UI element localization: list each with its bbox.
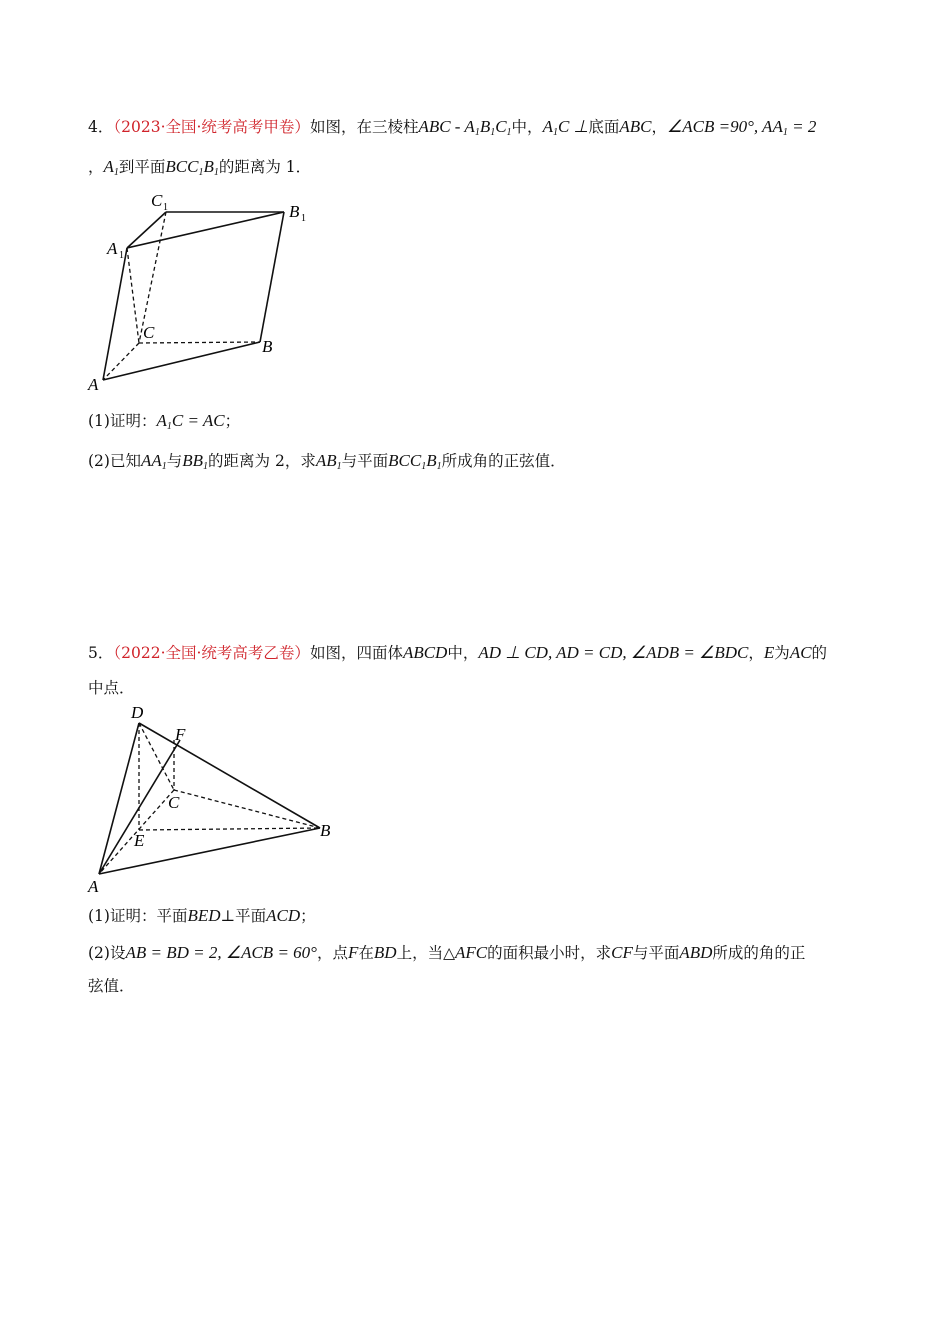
q5-number: 5． xyxy=(88,644,114,662)
q5-part2-label: (2)设 xyxy=(88,944,126,962)
q5-stem-line1 xyxy=(88,642,827,664)
q4-source: （2023·全国·统考高考甲卷） xyxy=(113,118,310,136)
q4-aa1: $AA_1$ xyxy=(140,451,167,472)
q4-stem-text3: 底面 xyxy=(588,118,620,136)
label-c1-sub: 1 xyxy=(163,202,168,213)
q4-part2 xyxy=(88,450,566,478)
q5-sine-text: 弦值． xyxy=(88,977,135,995)
label-a: A xyxy=(88,877,99,896)
q5-tetrahedron-figure xyxy=(85,700,345,900)
q4-distance-text: 的距离为 1． xyxy=(218,158,312,176)
q5-afc: AFC xyxy=(454,943,488,962)
q4-perp-math: $A_1C$ ⊥ xyxy=(542,117,589,138)
edge-a1a xyxy=(103,248,127,380)
q4-bb1: $BB_1$ xyxy=(182,451,209,472)
q4-abc: ABC xyxy=(619,117,652,136)
label-a1-sub: 1 xyxy=(119,250,124,261)
q5-f: F xyxy=(347,943,359,962)
q5-point: ，点 xyxy=(316,944,348,962)
label-c1: C xyxy=(151,191,163,210)
q4-part1-math: $A_1C$ = AC xyxy=(156,411,225,432)
q5-source: （2022·全国·统考高考乙卷） xyxy=(113,644,310,662)
q4-to-plane: 到平面 xyxy=(118,158,166,176)
q5-perp-plane: ⊥平面 xyxy=(220,907,267,925)
label-c: C xyxy=(143,323,155,342)
q5-part2-line2 xyxy=(88,975,135,997)
q5-condition: AD ⊥ CD, AD = CD, ∠ADB = ∠BDC xyxy=(478,643,749,662)
q5-part2-math: AB = BD = 2, ∠ACB = 60° xyxy=(125,943,317,962)
label-e: E xyxy=(134,831,145,850)
q4-number: 4． xyxy=(88,118,114,136)
q5-when: 上，当△ xyxy=(396,944,455,962)
q5-part1 xyxy=(88,905,316,927)
q4-a1: $A_1$ xyxy=(103,157,119,178)
q5-part1-label: (1)证明：平面 xyxy=(88,907,188,925)
q5-bed: BED xyxy=(187,906,221,925)
q5-stem-line2 xyxy=(88,677,135,699)
q5-abcd: ABCD xyxy=(402,643,448,662)
edge-cb-hidden xyxy=(174,790,320,828)
label-d: D xyxy=(131,703,144,722)
q5-of: 的 xyxy=(811,644,828,662)
q4-prism-math: ABC - $A_1B_1C_1$ xyxy=(418,117,512,138)
q4-stem-text2: 中， xyxy=(511,118,543,136)
q4-part2-end: 所成角的正弦值． xyxy=(441,452,566,470)
edge-a1c-hidden xyxy=(127,248,139,343)
q4-stem-line1 xyxy=(88,116,816,144)
q5-ac: AC xyxy=(789,643,812,662)
q5-e: E xyxy=(763,643,775,662)
label-a1: A xyxy=(107,239,118,258)
edge-da xyxy=(99,723,139,874)
q5-angle-text: 所成的角的正 xyxy=(712,944,806,962)
label-a: A xyxy=(88,375,99,393)
edge-cb-hidden xyxy=(139,342,260,343)
q4-part2-text: 的距离为 2，求 xyxy=(208,452,316,470)
q5-and-plane: 与平面 xyxy=(632,944,680,962)
q4-comma: ， xyxy=(651,118,667,136)
q4-and-plane: 与平面 xyxy=(341,452,389,470)
edge-b1b xyxy=(260,212,284,342)
q4-part2-label: (2)已知 xyxy=(88,452,141,470)
q5-part1-end: ； xyxy=(300,907,316,925)
q4-angle-math: ∠ACB =90°, $AA_1 = 2$ xyxy=(667,117,817,138)
q4-prism-figure xyxy=(85,188,315,393)
q4-plane2: $BCC_1B_1$ xyxy=(388,451,442,472)
edge-eb-hidden xyxy=(139,828,320,830)
label-b: B xyxy=(320,821,331,840)
q5-stem-text2: 中， xyxy=(447,644,479,662)
q5-is: 为 xyxy=(774,644,790,662)
q4-part1 xyxy=(88,410,240,438)
q5-cf: CF xyxy=(611,943,633,962)
q5-midpoint-text: 中点． xyxy=(88,679,135,697)
label-f: F xyxy=(175,725,186,744)
q5-stem-text: 如图，四面体 xyxy=(309,644,403,662)
label-b1: B xyxy=(289,202,300,221)
q4-plane-math: $BCC_1B_1$ xyxy=(165,157,219,178)
q4-part1-end: ； xyxy=(224,412,241,430)
edge-ab xyxy=(103,342,260,380)
q5-on: 在 xyxy=(358,944,374,962)
q5-bd: BD xyxy=(373,943,397,962)
q4-ab1: $AB_1$ xyxy=(315,451,342,472)
label-c: C xyxy=(168,793,180,812)
label-b: B xyxy=(262,337,273,356)
edge-ab xyxy=(99,828,320,874)
q5-part2 xyxy=(88,942,805,964)
edge-a1b1 xyxy=(127,212,284,248)
label-b1-sub: 1 xyxy=(301,213,306,224)
q5-comma: ， xyxy=(748,644,764,662)
q5-area-text: 的面积最小时，求 xyxy=(487,944,612,962)
q4-and: 与 xyxy=(166,452,183,470)
q4-comma2: ， xyxy=(88,158,104,176)
q4-stem-text: 如图，在三棱柱 xyxy=(309,118,419,136)
q5-abd: ABD xyxy=(679,943,713,962)
q4-part1-label: (1)证明： xyxy=(88,412,157,430)
q5-acd: ACD xyxy=(266,906,301,925)
q4-stem-line2 xyxy=(88,156,311,184)
